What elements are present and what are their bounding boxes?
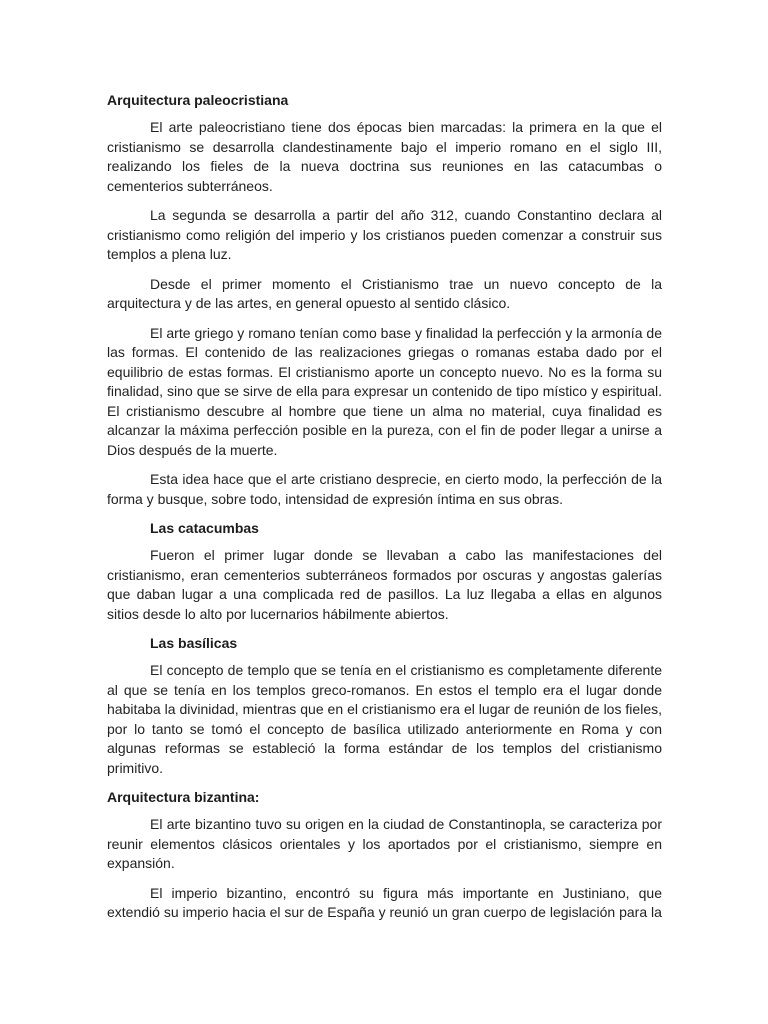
subheading-basilicas: Las basílicas <box>150 635 238 651</box>
subheading-catacumbas: Las catacumbas <box>150 520 259 536</box>
paragraph: La segunda se desarrolla a partir del año 312, cuando Constantino declara al cristianismo como religión del imperio y los cristianos pueden comenzar a construir sus templos a plena luz. <box>107 207 662 262</box>
paragraph: Desde el primer momento el Cristianismo trae un nuevo concepto de la arquitectura y de las artes, en general opuesto al sentido clásico. <box>107 275 662 311</box>
section-heading-paleocristiana: Arquitectura paleocristiana <box>107 92 289 108</box>
paragraph: El arte paleocristiano tiene dos épocas bien marcadas: la primera en la que el cristianismo se desarrolla clandestinamente bajo el imperio romano en el siglo III, realizando los fieles de la nueva doctrina sus reuniones en las catacumbas o cementerios subterráneos. <box>107 119 662 194</box>
paragraph: El arte griego y romano tenían como base y finalidad la perfección y la armonía de las formas. El contenido de las realizaciones griegas o romanas estaba dado por el equilibrio de estas formas. El cristianismo aporte un concepto nuevo. No es la forma su finalidad, sino que se sirve de ella para expresar un contenido de tipo místico y espiritual. El cristianismo descubre al hombre que tiene un alma no material, cuya finalidad es alcanzar la máxima perfección posible en la pureza, con el fin de poder llegar a unirse a Dios después de la muerte. <box>107 324 662 458</box>
paragraph: El arte bizantino tuvo su origen en la ciudad de Constantinopla, se caracteriza por reunir elementos clásicos orientales y los aportados por el cristianismo, siempre en expansión. <box>107 816 662 871</box>
section-heading-bizantina: Arquitectura bizantina: <box>107 789 260 805</box>
paragraph: Fueron el primer lugar donde se llevaban a cabo las manifestaciones del cristianismo, eran cementerios subterráneos formados por oscuras y angostas galerías que daban lugar a una complicada red de pasillos. La luz llegaba a ellas en algunos sitios desde lo alto por lucernarios hábilmente abiertos. <box>107 547 662 622</box>
paragraph: El concepto de templo que se tenía en el cristianismo es completamente diferente al que se tenía en los templos greco-romanos. En estos el templo era el lugar donde habitaba la divinidad, mientras que en el cristianismo era el lugar de reunión de los fieles, por lo tanto se tomó el concepto de basílica utilizado anteriormente en Roma y con algunas reformas se estableció la forma estándar de los templos del cristianismo primitivo. <box>107 662 662 776</box>
paragraph: Esta idea hace que el arte cristiano desprecie, en cierto modo, la perfección de la forma y busque, sobre todo, intensidad de expresión íntima en sus obras. <box>107 471 662 507</box>
paragraph: El imperio bizantino, encontró su figura más importante en Justiniano, que extendió su imperio hacia el sur de España y reunió un gran cuerpo de legislación para la <box>107 884 662 920</box>
